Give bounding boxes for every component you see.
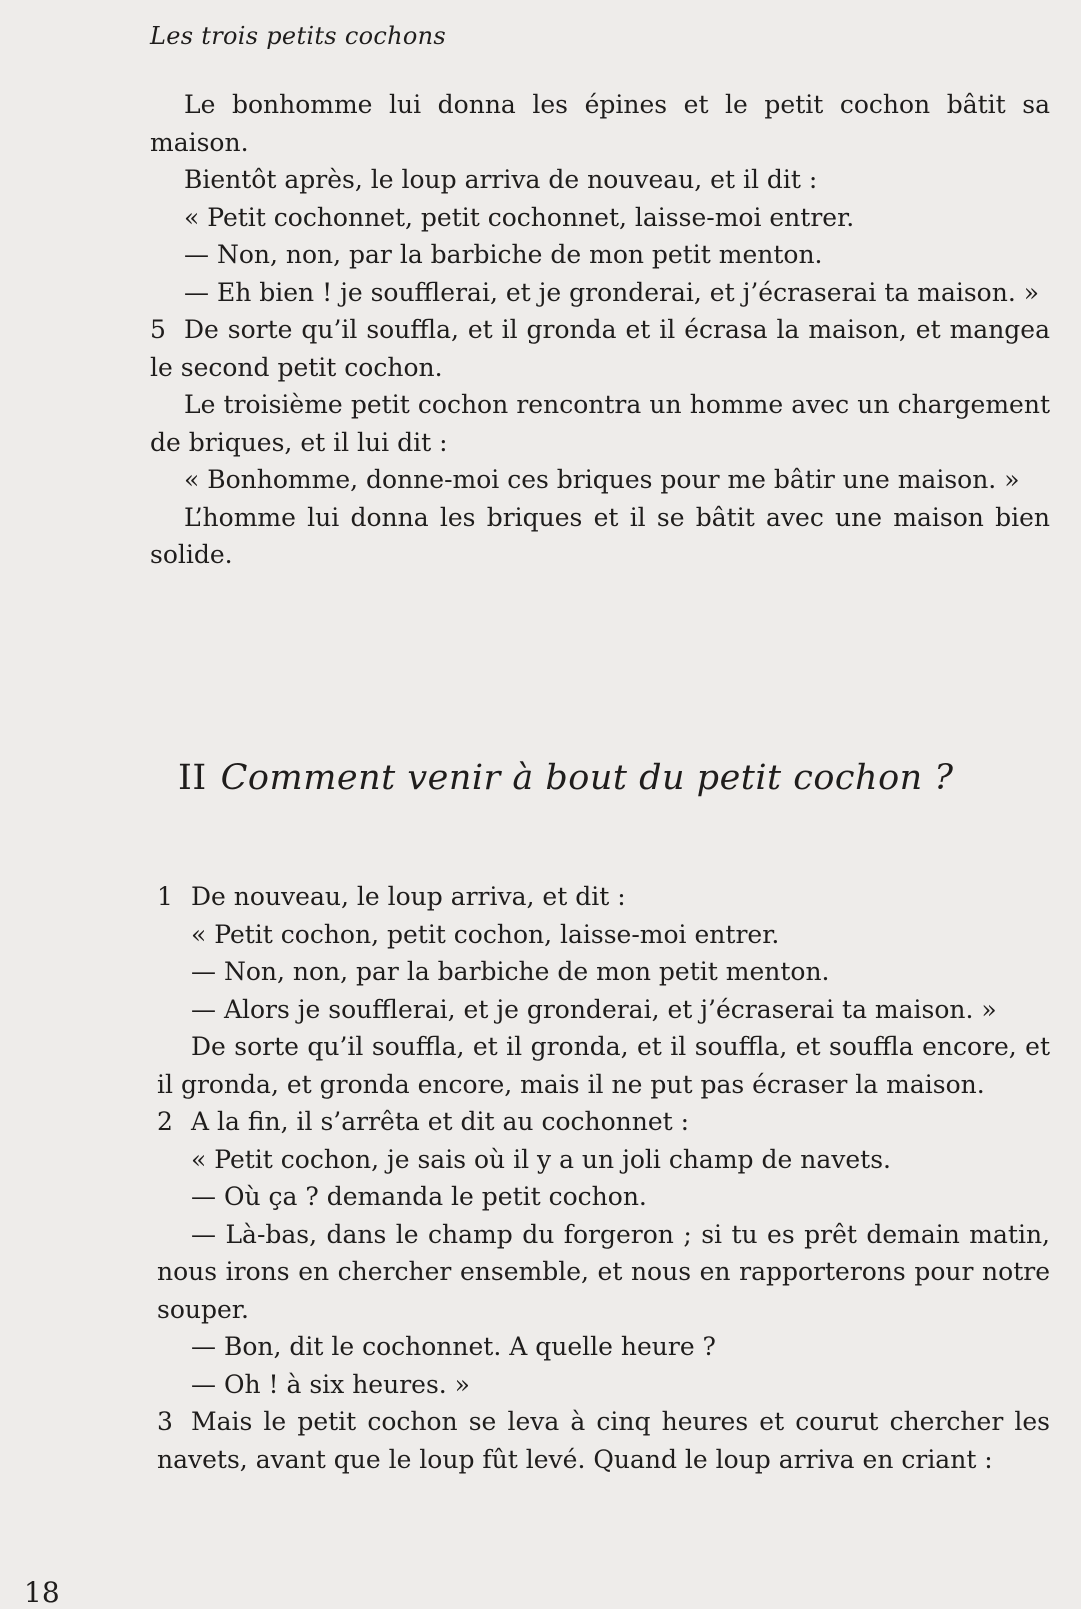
paragraph: — Oh ! à six heures. » bbox=[191, 1369, 470, 1399]
section-heading bbox=[178, 758, 954, 798]
paragraph-text: De sorte qu’il souffla, et il gronda et il écrasa la maison, et mangea le second petit cochon. bbox=[150, 315, 1050, 382]
paragraph-number: 5 bbox=[150, 315, 166, 344]
paragraph: — Bon, dit le cochonnet. A quelle heure ? bbox=[191, 1332, 716, 1361]
paragraph-number: 3 bbox=[157, 1407, 173, 1436]
paragraph: Le bonhomme lui donna les épines et le petit cochon bâtit sa maison. bbox=[150, 90, 1050, 157]
section-title: Comment venir à bout du petit cochon ? bbox=[220, 758, 954, 798]
paragraph-text: Mais le petit cochon se leva à cinq heures et courut chercher les navets, avant que le loup fût levé. Quand le loup arriva en criant : bbox=[157, 1407, 1050, 1474]
paragraph: Le troisième petit cochon rencontra un homme avec un chargement de briques, et il lui dit : bbox=[150, 390, 1050, 457]
paragraph: — Eh bien ! je soufflerai, et je gronderai, et j’écraserai ta maison. » bbox=[184, 277, 1040, 307]
story-part-1 bbox=[150, 86, 1050, 574]
paragraph: — Alors je soufflerai, et je gronderai, et j’écraserai ta maison. » bbox=[191, 994, 997, 1024]
paragraph-text: De nouveau, le loup arriva, et dit : bbox=[191, 882, 626, 911]
paragraph: De sorte qu’il souffla, et il gronda, et il souffla, et souffla encore, et il gronda, et gronda encore, mais il ne put pas écraser la maison. bbox=[157, 1032, 1050, 1099]
paragraph: — Là-bas, dans le champ du forgeron ; si tu es prêt demain matin, nous irons en chercher ensemble, et nous en rapporterons pour notre souper. bbox=[157, 1219, 1050, 1324]
paragraph: — Où ça ? demanda le petit cochon. bbox=[191, 1182, 647, 1211]
paragraph-number: 1 bbox=[157, 882, 173, 911]
numbered-paragraph bbox=[157, 1403, 1050, 1478]
paragraph: Bientôt après, le loup arriva de nouveau, et il dit : bbox=[184, 165, 818, 194]
numbered-paragraph bbox=[157, 1103, 1050, 1141]
numbered-paragraph bbox=[157, 878, 1050, 916]
running-head: Les trois petits cochons bbox=[150, 22, 446, 50]
paragraph: « Petit cochonnet, petit cochonnet, laisse-moi entrer. bbox=[184, 202, 855, 232]
story-part-2 bbox=[157, 878, 1050, 1478]
numbered-paragraph bbox=[150, 311, 1050, 386]
paragraph: « Petit cochon, je sais où il y a un joli champ de navets. bbox=[191, 1144, 891, 1174]
section-number: II bbox=[178, 758, 207, 798]
paragraph: L’homme lui donna les briques et il se bâtit avec une maison bien solide. bbox=[150, 502, 1050, 569]
paragraph-text: A la fin, il s’arrêta et dit au cochonnet : bbox=[191, 1107, 690, 1136]
paragraph-number: 2 bbox=[157, 1107, 173, 1136]
paragraph: « Bonhomme, donne-moi ces briques pour me bâtir une maison. » bbox=[184, 465, 1020, 494]
page-number: 18 bbox=[24, 1576, 60, 1609]
paragraph: « Petit cochon, petit cochon, laisse-moi entrer. bbox=[191, 919, 780, 949]
paragraph: — Non, non, par la barbiche de mon petit menton. bbox=[184, 240, 823, 269]
paragraph: — Non, non, par la barbiche de mon petit menton. bbox=[191, 957, 830, 986]
